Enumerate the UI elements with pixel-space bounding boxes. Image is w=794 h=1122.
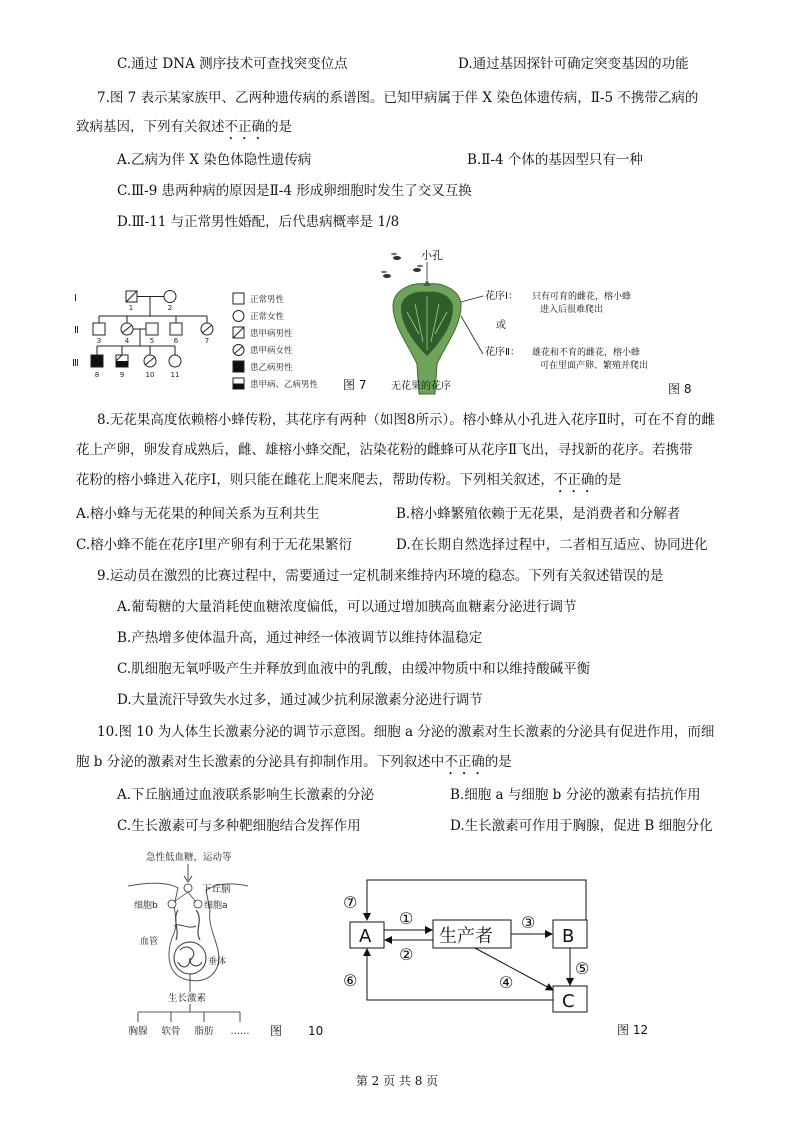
fig10-caption-a: 图 <box>270 1024 283 1038</box>
q8-option-d: D.在长期自然选择过程中，二者相互适应、协同进化 <box>396 537 708 553</box>
fig10-caption-b: 10 <box>308 1024 324 1038</box>
q9-stem: 9.运动员在激烈的比赛过程中，需要通过一定机制来维持内环境的稳态。下列有关叙述错误的是 <box>97 568 664 584</box>
legend-normal-female-icon <box>233 311 244 322</box>
q8-stem-line1: 8.无花果高度依赖榕小蜂传粉，其花序有两种（如图8所示）。榕小蜂从小孔进入花序Ⅱ时，可在不育的雌 <box>97 412 715 428</box>
label-b: B <box>562 926 575 947</box>
svg-text:6: 6 <box>173 337 179 345</box>
q7-option-a: A.乙病为伴 X 染色体隐性遗传病 <box>117 152 312 168</box>
q8-stem-line2: 花上产卵，卵发育成熟后，雌、雄榕小蜂交配，沾染花粉的雌蜂可从花序Ⅱ飞出，寻找新的花序。若携带 <box>76 442 693 458</box>
arrow-label-2: ② <box>399 945 414 964</box>
svg-text:8: 8 <box>94 371 100 379</box>
q9-option-a: A.葡萄糖的大量消耗使血糖浓度偏低，可以通过增加胰高血糖素分泌进行调节 <box>117 599 577 615</box>
seq2-title: 花序Ⅱ： <box>485 347 520 358</box>
svg-text:2: 2 <box>167 304 173 312</box>
q7-stem-line2: 致病基因，下列有关叙述不正确的是 <box>76 119 292 135</box>
q9-option-c: C.肌细胞无氧呼吸产生并释放到血液中的乳酸，由缓冲物质中和以维持酸碱平衡 <box>117 661 591 677</box>
svg-text:3: 3 <box>96 337 102 345</box>
q10-option-d: D.生长激素可作用于胸腺，促进 B 细胞分化 <box>450 818 713 834</box>
q10-option-a: A.下丘脑通过血液联系影响生长激素的分泌 <box>117 787 375 803</box>
fig10-hormone: 生长激素 <box>168 993 207 1004</box>
q10-option-c: C.生长激素可与多种靶细胞结合发挥作用 <box>117 818 361 834</box>
pedigree-individual-8 <box>91 355 103 367</box>
legend-a-male: 患甲病男性 <box>250 329 293 339</box>
fig8-hole-label: 小孔 <box>421 249 443 262</box>
q6-option-d: D.通过基因探针可确定突变基因的功能 <box>458 56 689 72</box>
fig12-caption: 图 12 <box>617 1023 649 1037</box>
svg-text:9: 9 <box>119 371 125 379</box>
svg-text:1: 1 <box>128 304 134 312</box>
target-cartilage: 软骨 <box>161 1026 181 1037</box>
gh-regulation-figure <box>118 846 338 1038</box>
q10-emphasis: 不正确 <box>444 754 485 770</box>
pedigree-individual-6 <box>170 323 182 335</box>
seq1-title: 花序Ⅰ： <box>485 291 518 302</box>
svg-text:7: 7 <box>204 337 210 345</box>
q10-option-b: B.细胞 a 与细胞 b 分泌的激素有拮抗作用 <box>450 787 701 803</box>
fig10-vessel: 血管 <box>140 937 159 947</box>
label-a: A <box>359 926 372 947</box>
q9-option-b: B.产热增多使体温升高，通过神经一体液调节以维持体温稳定 <box>117 630 483 646</box>
legend-a-female: 患甲病女性 <box>250 346 293 356</box>
arrow-label-7: ⑦ <box>343 893 358 912</box>
target-fat: 脂肪 <box>194 1026 214 1037</box>
q7-emphasis: 不正确 <box>224 119 265 135</box>
pedigree-figure <box>70 282 390 394</box>
q10-stem-line1: 10.图 10 为人体生长激素分泌的调节示意图。细胞 a 分泌的激素对生长激素的分泌具有促进作用，而细 <box>97 724 715 740</box>
fig10-top-label: 急性低血糖，运动等 <box>146 852 232 863</box>
target-others: …… <box>230 1026 250 1037</box>
fig8-caption: 图 8 <box>668 382 692 396</box>
q8-emphasis: 不正确 <box>553 472 595 488</box>
legend-normal-female: 正常女性 <box>250 312 285 322</box>
legend-b-male-icon <box>233 361 244 372</box>
gen-label-1: Ⅰ <box>74 293 77 304</box>
arrow-label-5: ⑤ <box>575 959 590 978</box>
q9-option-d: D.大量流汗导致失水过多，通过减少抗利尿激素分泌进行调节 <box>117 692 483 708</box>
seq2-line2: 可在里面产卵、繁殖并爬出 <box>540 361 649 371</box>
q6-option-c: C.通过 DNA 测序技术可查找突变位点 <box>117 56 348 72</box>
legend-ab-male: 患甲病、乙病男性 <box>250 380 319 390</box>
fig10-pituitary: 垂体 <box>208 957 227 967</box>
legend-b-male: 患乙病男性 <box>250 363 293 373</box>
q8-option-b: B.榕小蜂繁殖依赖于无花果，是消费者和分解者 <box>396 506 681 522</box>
q7-option-b: B.Ⅱ-4 个体的基因型只有一种 <box>467 152 643 168</box>
arrow-label-1: ① <box>399 909 414 928</box>
fig10-hypothalamus: 下丘脑 <box>202 884 231 895</box>
seq2-line1: 雄花和不育的雌花，榕小蜂 <box>532 348 641 358</box>
fig7-caption: 图 7 <box>343 378 367 392</box>
q8-stem-line3: 花粉的榕小蜂进入花序Ⅰ，则只能在雌花上爬来爬去，帮助传粉。下列相关叙述，不正确的是 <box>76 472 622 488</box>
fig10-cell-b: 细胞b <box>134 901 158 911</box>
legend-normal-male: 正常男性 <box>250 295 285 305</box>
target-thymus: 胸腺 <box>128 1026 148 1037</box>
label-producer: 生产者 <box>439 926 493 947</box>
legend-normal-male-icon <box>233 293 244 304</box>
q7-stem-line1: 7.图 7 表示某家族甲、乙两种遗传病的系谱图。已知甲病属于伴 X 染色体遗传病，Ⅱ-5 不携带乙病的 <box>97 90 699 106</box>
label-c: C <box>562 991 575 1012</box>
page-footer: 第 2 页 共 8 页 <box>355 1074 439 1088</box>
fig-wasp-icon <box>381 253 423 278</box>
gen-label-3: Ⅲ <box>72 358 79 369</box>
arrow-label-6: ⑥ <box>343 971 358 990</box>
q8-option-a: A.榕小蜂与无花果的种间关系为互利共生 <box>76 506 320 522</box>
pedigree-individual-2 <box>164 291 176 303</box>
svg-text:5: 5 <box>149 337 155 345</box>
pedigree-individual-11 <box>169 355 181 367</box>
arrow-label-3: ③ <box>521 913 536 932</box>
q7-option-d: D.Ⅲ-11 与正常男性婚配，后代患病概率是 1/8 <box>117 214 400 230</box>
svg-text:4: 4 <box>124 337 130 345</box>
pedigree-individual-5 <box>146 323 158 335</box>
pedigree-individual-3 <box>93 323 105 335</box>
gen-label-2: Ⅱ <box>74 325 79 336</box>
fig8-fruit-label: 无花果的花序 <box>391 381 451 392</box>
svg-text:10: 10 <box>145 371 155 379</box>
q7-option-c: C.Ⅲ-9 患两种病的原因是Ⅱ-4 形成卵细胞时发生了交叉互换 <box>117 183 472 199</box>
arrow-label-4: ④ <box>499 973 514 992</box>
carbon-cycle-figure <box>335 868 665 1040</box>
seq1-line2: 进入后很难爬出 <box>540 305 604 315</box>
fig8-or: 或 <box>496 320 506 331</box>
svg-text:11: 11 <box>170 371 180 379</box>
fig10-cell-a: 细胞a <box>204 901 228 911</box>
seq1-line1: 只有可育的雌花，榕小蜂 <box>532 292 632 302</box>
q8-option-c: C.榕小蜂不能在花序Ⅰ里产卵有利于无花果繁衍 <box>76 537 352 553</box>
q10-stem-line2: 胞 b 分泌的激素对生长激素的分泌具有抑制作用。下列叙述中不正确的是 <box>76 754 512 770</box>
fig-inflorescence-figure <box>375 246 705 396</box>
